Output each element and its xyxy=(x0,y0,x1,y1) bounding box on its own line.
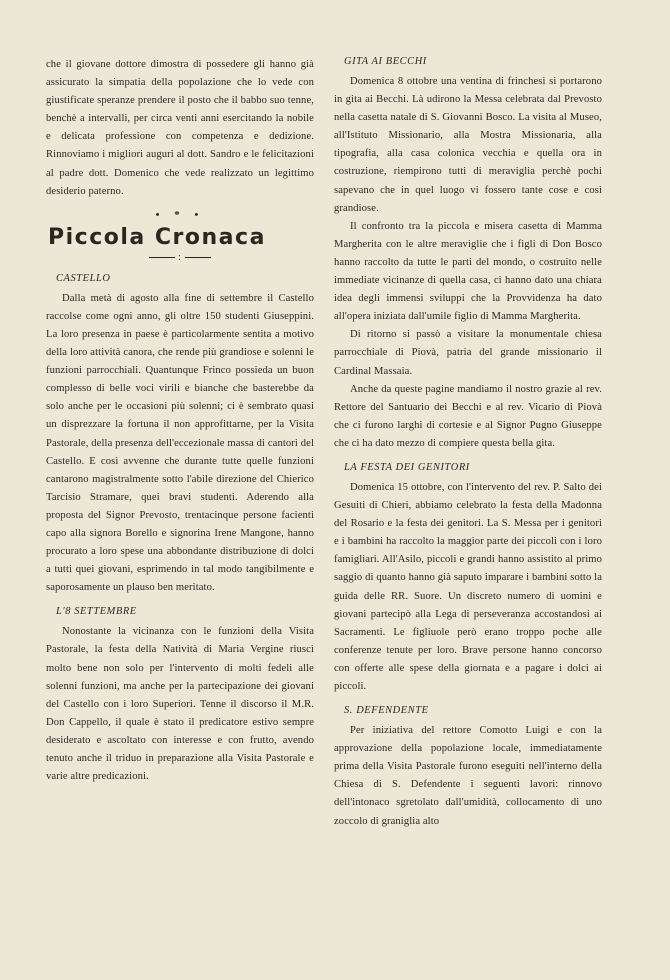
ornament-line-right xyxy=(185,257,211,258)
gita-paragraph: Domenica 8 ottobre una ventina di frinchesi si portarono in gita ai Becchi. Là udirono la Messa celebrata dal Prevosto nella casetta natale di S. Giovanni Bosco. La visita al Museo, all'Istituto Missionario, alla Mostra Missionaria, alla tipografia, alla casa colonica vecchia e quella ora in costruzione, riempirono tutti di meraviglia perchè pochi sapevano che in quel luogo vi fossero tante cose e così grandiose. xyxy=(334,76,602,214)
gita-paragraph: Anche da queste pagine mandiamo il nostro grazie al rev. Rettore del Santuario dei Becchi e al rev. Vicario di Piovà che ci furono larghi di cortesie e al Signor Pugno Giuseppe che ci ha dato mezzo di compiere questa bella gita. xyxy=(334,383,602,449)
spacer xyxy=(46,597,314,606)
spacer xyxy=(334,453,602,462)
intro-paragraph: che il giovane dottore dimostra di possedere gli hanno già assicurato la simpatia della popolazione che lo vede con giustificate speranze prendere il posto che il babbo suo tenne, benchè a intervalli, per circa venti anni esercitando la nobile e delicata professione con competenza e dedizione. Rinnoviamo i migliori auguri al dott. Sandro e le felicitazioni al padre dott. Domenico che vede realizzato un legittimo desiderio paterno. xyxy=(46,59,314,197)
ornament-center: : xyxy=(178,251,182,263)
heading-otto-settembre: L'8 SETTEMBRE xyxy=(56,606,137,618)
right-column xyxy=(334,56,602,831)
heading-castello: CASTELLO xyxy=(56,272,111,284)
section-separator: • * • xyxy=(155,208,205,221)
castello-text: Dalla metà di agosto alla fine di settembre il Castello raccolse come ogni anno, gli oltre 150 studenti Giuseppini. La loro presenza in paese è particolarmente sentita a motivo della loro attività canora, che rende più grandiose e solenni le funzioni parrocchiali. Quantunque Frinco possieda un buon complesso di belle voci virili e bianche che basterebbe da solo anche per le occasioni più solenni; ci è sembrato quasi un disprezzare la fortuna il non approfittarne, per la Visita Pastorale, della presenza dell'eccezionale massa di cantori del Castello. E così avvenne che durante tutte quelle funzioni cantarono magistralmente sotto l'abile direzione del Chierico Tarcisio Stramare, quei bravi studenti. Aderendo alla proposta del Signor Prevosto, trentacinque persone facienti capo alla signora Borello e signorina Irene Mangone, hanno procurato a loro spese una abbondante distribuzione di dolci a tutti quei giovani, esprimendo in tal modo tangibilmente e saporosamente un plauso ben meritato. xyxy=(46,292,314,594)
heading-gita-becchi: GITA AI BECCHI xyxy=(344,56,427,67)
ornament-line-left xyxy=(149,257,175,258)
otto-settembre-text: Nonostante la vicinanza con le funzioni della Visita Pastorale, la festa della Natività di Maria Vergine riuscì molto bene non solo per l'intervento di molti fedeli alle solenni funzioni, ma anche per la partecipazione dei giovani del Castello con i loro Superiori. Tenne il discorso il M.R. Don Cappello, il quale è stato il predicatore estivo sempre desiderato e ascoltato con interesse e con frutto, avendo tenuto anche il triduo in preparazione alla Visita Pastorale e varie altre predicazioni. xyxy=(46,626,314,783)
title-ornament xyxy=(46,252,314,263)
section-title: Piccola Cronaca xyxy=(48,224,266,250)
gita-paragraph: Il confronto tra la piccola e misera casetta di Mamma Margherita con le altre meraviglie che i figli di Don Bosco hanno raccolto da tutte le parti del mondo, o costruito nelle immediate vicinanze di quella casa, ci hanno dato una chiara idea degli immensi sviluppi che la Provvidenza ha dato all'opera iniziata dall'umile figlio di Mamma Margherita. xyxy=(334,220,602,323)
defendente-text: Per iniziativa del rettore Comotto Luigi e con la approvazione della popolazione locale, immediatamente prima della Visita Pastorale furono eseguiti nell'interno della Chiesa di S. Defendente i seguenti lavori: rinnovo dell'intonaco sgretolato dall'umidità, collocamento di uno zoccolo di graniglia alto xyxy=(334,725,602,827)
spacer xyxy=(334,696,602,705)
heading-defendente: S. DEFENDENTE xyxy=(344,705,429,717)
heading-festa-genitori: LA FESTA DEI GENITORI xyxy=(344,461,470,473)
left-column xyxy=(46,56,314,786)
festa-text: Domenica 15 ottobre, con l'intervento del rev. P. Salto dei Gesuiti di Chieri, abbiamo celebrato la festa della Madonna del Rosario e la festa dei genitori. La S. Messa per i genitori e i bambini ha raccolto la maggior parte dei piccoli con i loro famigliari. All'Asilo, piccoli e grandi hanno assistito al primo saggio di quanto hanno già saputo imparare i bambini sotto la guida delle RR. Suore. Un discreto numero di uomini e giovani partecipò alla Lega di perseveranza accostandosi ai Sacramenti. Le figliuole però erano troppo poche alle conferenze tenute per loro. Brave persone hanno concorso con offerte alle spese della giornata e a pagare i dolci ai piccoli. xyxy=(334,481,602,692)
gita-paragraph: Di ritorno si passò a visitare la monumentale chiesa parrocchiale di Piovà, patria del grande missionario il Cardinal Massaia. xyxy=(334,329,602,377)
